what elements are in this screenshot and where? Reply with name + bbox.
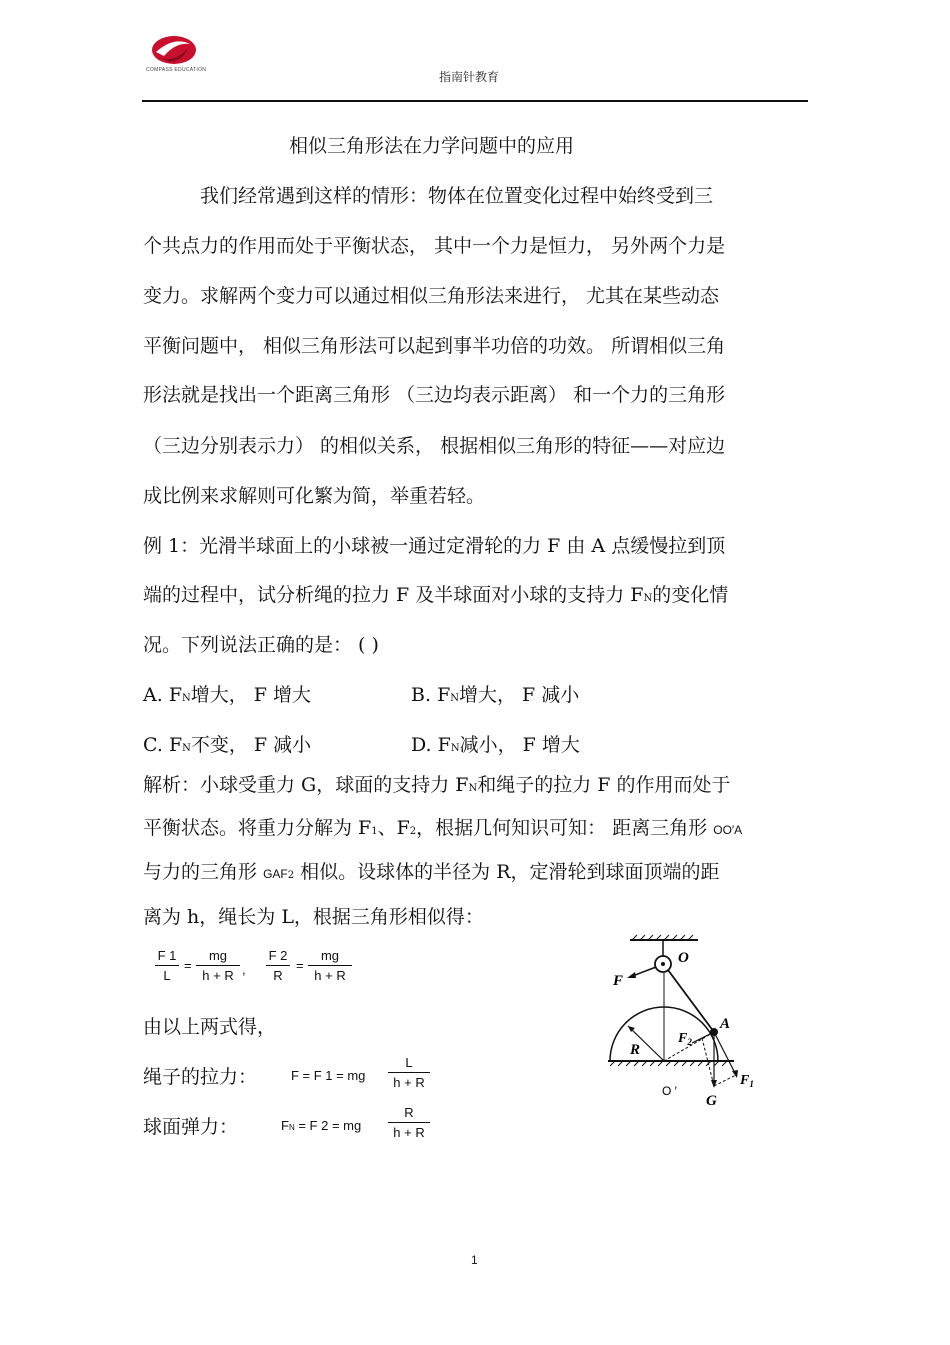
pulley-axle [661, 962, 665, 966]
eq1-equals: = [184, 958, 192, 973]
eq2-left-fraction: $\frac{F 2}{R}$ [266, 948, 290, 983]
logo-caption: COMPASS EDUCATION [146, 67, 207, 73]
parallelogram-dashed-1 [714, 1075, 736, 1086]
example-line-1: 例 1：光滑半球面上的小球被一通过定滑轮的力 F 由 A 点缓慢拉到顶 [143, 535, 726, 557]
analysis-line-3: 与力的三角形 GAF2 相似。设球体的半径为 R，定滑轮到球面顶端的距 [143, 861, 720, 883]
pull-force-arrowhead [627, 972, 636, 978]
header-org-name: 指南针教育 [439, 70, 500, 84]
eq1-left-fraction: $\frac{F 1}{L}$ [155, 948, 179, 983]
page-number: 1 [471, 1253, 478, 1267]
hemisphere-pulley-figure [600, 930, 775, 1115]
intro-line-3: 变力。求解两个变力可以通过相似三角形法来进行， 尤其在某些动态 [143, 285, 720, 307]
intro-line-1: 我们经常遇到这样的情形：物体在位置变化过程中始终受到三 [200, 185, 714, 207]
rope-tension-label: 绳子的拉力： [143, 1066, 258, 1088]
label-a: A [720, 1016, 731, 1032]
option-b: B. FN增大， F 减小 [411, 684, 580, 706]
label-o: O [678, 950, 689, 966]
label-f1: $F_1$ [740, 1073, 754, 1089]
normal-force-label: 球面弹力： [143, 1116, 239, 1138]
intro-line-4: 平衡问题中， 相似三角形法可以起到事半功倍的功效。 所谓相似三角 [143, 335, 726, 357]
label-f2: $F_2$ [678, 1031, 692, 1047]
example-line-2: 端的过程中，试分析绳的拉力 F 及半球面对小球的支持力 FN的变化情 [143, 584, 729, 606]
label-o-prime: O ′ [662, 1084, 677, 1098]
option-a: A. FN增大， F 增大 [143, 684, 312, 706]
normal-force-fraction: $\frac{R}{h + R}$ [388, 1105, 430, 1140]
eq1-comma: , [242, 962, 246, 977]
label-g: G [706, 1093, 717, 1109]
rope-line [668, 970, 714, 1032]
option-c: C. FN不变， F 减小 [143, 734, 312, 756]
intro-line-7: 成比例来求解则可化繁为简，举重若轻。 [143, 485, 486, 507]
label-f: F [613, 973, 624, 989]
f2-component-arrow [692, 1032, 714, 1043]
combine-text: 由以上两式得， [143, 1016, 277, 1038]
eq2-right-fraction: $\frac{mg}{h + R}$ [308, 948, 352, 983]
normal-force-expression: FN = F 2 = mg [281, 1118, 362, 1133]
intro-line-6: （三边分别表示力） 的相似关系， 根据相似三角形的特征——对应边 [143, 435, 726, 457]
intro-line-5: 形法就是找出一个距离三角形 （三边均表示距离） 和一个力的三角形 [143, 384, 726, 406]
eq2-equals: = [296, 958, 304, 973]
analysis-line-4: 离为 h，绳长为 L，根据三角形相似得： [143, 906, 484, 928]
rope-tension-expression: F = F 1 = mg [291, 1068, 366, 1083]
intro-line-2: 个共点力的作用而处于平衡状态， 其中一个力是恒力， 另外两个力是 [143, 235, 726, 257]
option-d: D. FN减小， F 增大 [411, 734, 580, 756]
page-title: 相似三角形法在力学问题中的应用 [289, 135, 575, 157]
rope-tension-fraction: $\frac{L}{h + R}$ [388, 1055, 430, 1090]
label-r: R [630, 1042, 641, 1058]
analysis-line-1: 解析：小球受重力 G，球面的支持力 FN和绳子的拉力 F 的作用而处于 [143, 774, 731, 796]
header-divider [142, 100, 808, 102]
eq1-right-fraction: $\frac{mg}{h + R}$ [196, 948, 240, 983]
example-line-3: 况。下列说法正确的是： ( ) [143, 634, 379, 656]
analysis-line-2: 平衡状态。将重力分解为 F1、F2，根据几何知识可知： 距离三角形 OO′A [143, 817, 743, 839]
